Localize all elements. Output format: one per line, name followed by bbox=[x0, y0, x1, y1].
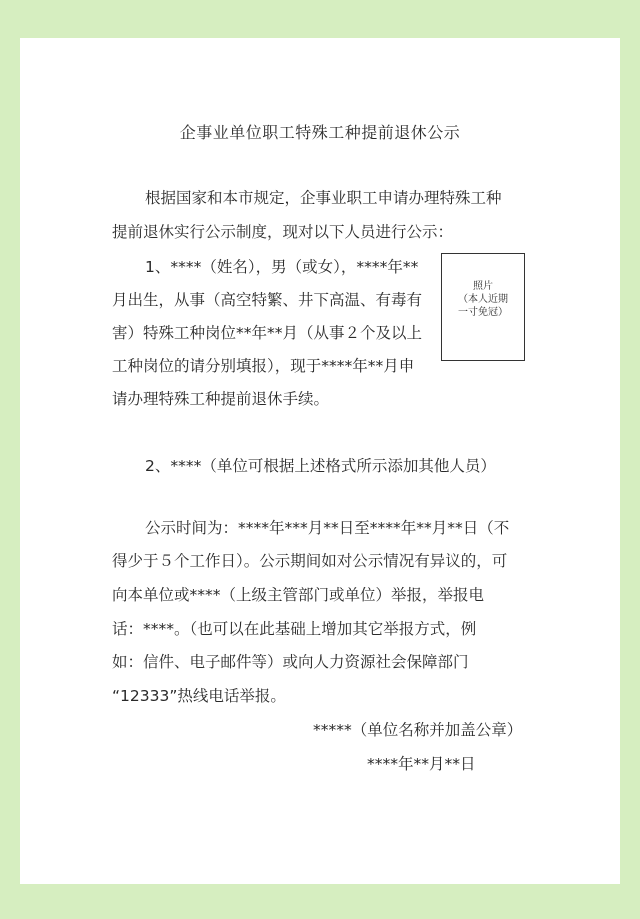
item1-line-4: 工种岗位的请分别填报），现于****年**月申 bbox=[112, 357, 415, 375]
item1-line-5: 请办理特殊工种提前退休手续。 bbox=[112, 390, 330, 408]
photo-label: 照片 bbox=[473, 281, 493, 292]
notice-line-1: 公示时间为：****年***月**日至****年**月**日（不 bbox=[145, 519, 510, 537]
notice-line-5: 如：信件、电子邮件等）或向人力资源社会保障部门 bbox=[112, 653, 469, 671]
item1-line-1: 1、****（姓名），男（或女），****年** bbox=[145, 258, 419, 276]
date-line: ****年**月**日 bbox=[367, 755, 476, 773]
item2-line: 2、****（单位可根据上述格式所示添加其他人员） bbox=[145, 457, 496, 475]
photo-note-2: 一寸免冠） bbox=[458, 307, 508, 318]
notice-line-4: 话：****。（也可以在此基础上增加其它举报方式，例 bbox=[112, 620, 477, 638]
photo-placeholder-box bbox=[441, 253, 525, 361]
item1-line-2: 月出生，从事（高空特繁、井下高温、有毒有 bbox=[112, 291, 423, 309]
document-title: 企事业单位职工特殊工种提前退休公示 bbox=[179, 123, 461, 142]
intro-line-1: 根据国家和本市规定，企事业职工申请办理特殊工种 bbox=[145, 189, 502, 207]
intro-line-2: 提前退休实行公示制度，现对以下人员进行公示： bbox=[112, 223, 454, 241]
item1-line-3: 害）特殊工种岗位**年**月（从事２个及以上 bbox=[112, 324, 423, 342]
notice-line-3: 向本单位或****（上级主管部门或单位）举报，举报电 bbox=[112, 586, 485, 604]
photo-note-1: （本人近期 bbox=[458, 294, 508, 305]
notice-line-6: “12333”热线电话举报。 bbox=[112, 687, 286, 705]
notice-line-2: 得少于５个工作日）。公示期间如对公示情况有异议的，可 bbox=[112, 552, 508, 570]
signature-line: *****（单位名称并加盖公章） bbox=[313, 721, 523, 739]
